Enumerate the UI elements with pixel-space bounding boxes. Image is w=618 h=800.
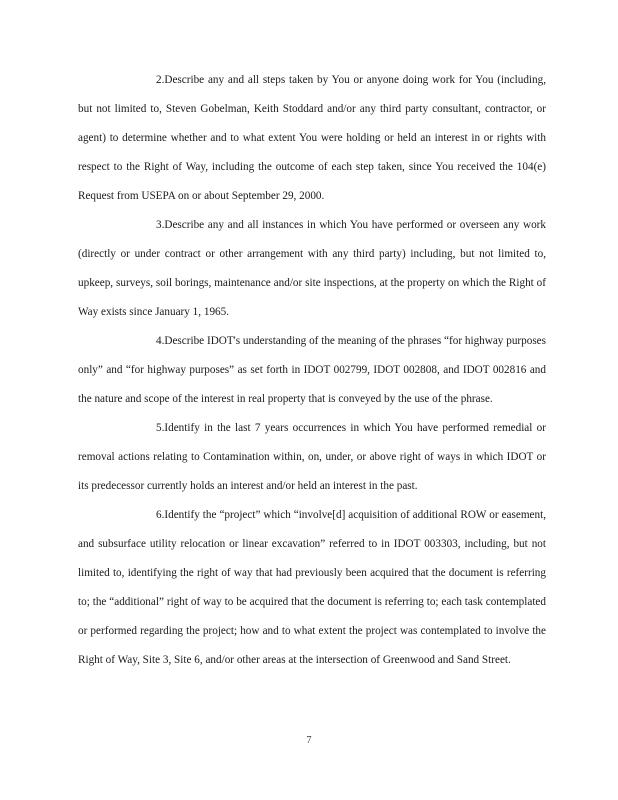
interrogatory-item	[78, 66, 546, 211]
interrogatory-item	[78, 414, 546, 501]
item-number: 3.	[156, 219, 165, 231]
interrogatory-item	[78, 501, 546, 675]
item-number: 2.	[156, 74, 165, 86]
item-text: Describe any and all instances in which You have performed or overseen any work (directly or under contract or other arrangement with any third party) including, but not limited to, upkeep, surveys, soil borings, maintenance and/or site inspections, at the property on which the Right of Way exists since January 1, 1965.	[78, 219, 546, 318]
interrogatory-list	[78, 66, 546, 675]
interrogatory-item	[78, 211, 546, 327]
interrogatory-item	[78, 327, 546, 414]
item-text: Identify the “project” which “involve[d] acquisition of additional ROW or easement, and subsurface utility relocation or linear excavation” referred to in IDOT 003303, including, but not limited to, identifying the right of way that had previously been acquired that the document is referring to; the “additional” right of way to be acquired that the document is referring to; each task contemplated or performed regarding the project; how and to what extent the project was contemplated to involve the Right of Way, Site 3, Site 6, and/or other areas at the intersection of Greenwood and Sand Street.	[78, 509, 546, 666]
item-text: Identify in the last 7 years occurrences in which You have performed remedial or removal actions relating to Contamination within, on, under, or above right of ways in which IDOT or its predecessor currently holds an interest and/or held an interest in the past.	[78, 422, 546, 492]
page-number: 7	[306, 735, 312, 746]
item-number: 4.	[156, 335, 165, 347]
item-text: Describe any and all steps taken by You or anyone doing work for You (including, but not limited to, Steven Gobelman, Keith Stoddard and/or any third party consultant, contractor, or agent) to determine whether and to what extent You were holding or held an interest in or rights with respect to the Right of Way, including the outcome of each step taken, since You received the 104(e) Request from USEPA on or about September 29, 2000.	[78, 74, 546, 202]
item-number: 6.	[156, 509, 165, 521]
item-text: Describe IDOT's understanding of the meaning of the phrases “for highway purposes only” and “for highway purposes” as set forth in IDOT 002799, IDOT 002808, and IDOT 002816 and the nature and scope of the interest in real property that is conveyed by the use of the phrase.	[78, 335, 546, 405]
item-number: 5.	[156, 422, 165, 434]
